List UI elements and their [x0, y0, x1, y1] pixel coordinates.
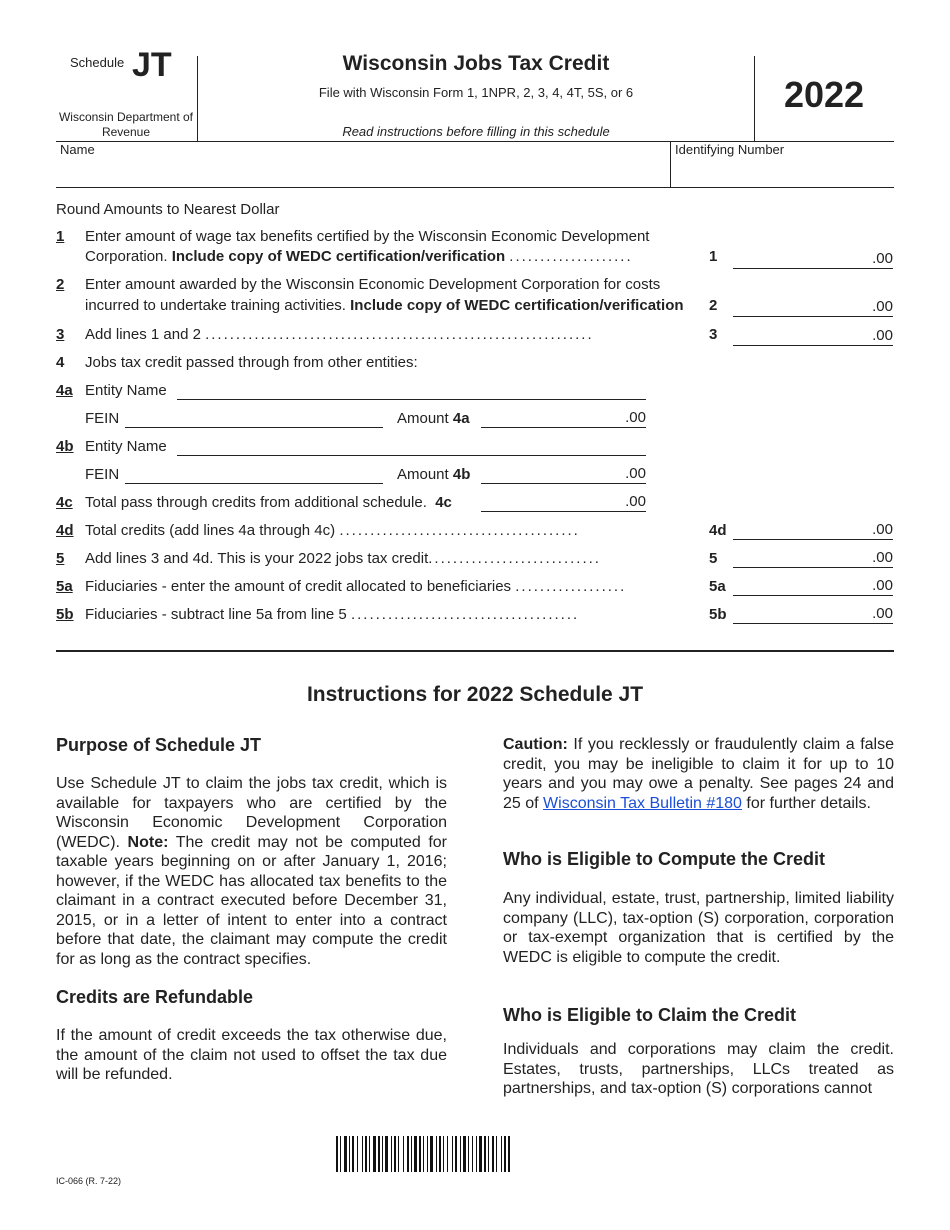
- form-title: Wisconsin Jobs Tax Credit: [342, 52, 610, 75]
- line-4d-ref: 4d: [709, 522, 727, 539]
- form-code: IC-066 (R. 7-22): [56, 1176, 122, 1186]
- line-4a-fein-input[interactable]: [125, 411, 383, 428]
- line-1-number: 1: [56, 228, 65, 245]
- line-3-amount[interactable]: .00: [733, 327, 893, 346]
- line-4b-entity-name-input[interactable]: [177, 439, 646, 456]
- line-1-ref: 1: [709, 248, 718, 265]
- department-name: Wisconsin Department of Revenue: [58, 110, 194, 139]
- line-4a-fein-label: FEIN: [85, 410, 120, 427]
- line-2-ref: 2: [709, 297, 718, 314]
- line-5b-amount[interactable]: .00: [733, 605, 893, 624]
- line-3-number: 3: [56, 326, 65, 343]
- tax-bulletin-link[interactable]: Wisconsin Tax Bulletin #180: [543, 794, 742, 812]
- identifying-number-label: Identifying Number: [675, 142, 785, 157]
- line-5b-text: Fiduciaries - subtract line 5a from line 5 .....................................: [85, 606, 580, 623]
- round-amounts-note: Round Amounts to Nearest Dollar: [56, 201, 280, 218]
- line-5a-ref: 5a: [709, 578, 726, 595]
- line-4c-amount[interactable]: .00: [481, 493, 646, 512]
- line-3-text: Add lines 1 and 2 ...............................................................: [85, 326, 594, 343]
- line-4c-text: Total pass through credits from additional schedule. 4c: [85, 494, 452, 511]
- name-label: Name: [60, 142, 95, 157]
- line-1-text-2: Corporation. Include copy of WEDC certification/verification ....................: [85, 248, 633, 265]
- read-instructions-note: Read instructions before filling in this schedule: [342, 124, 610, 139]
- line-5-text: Add lines 3 and 4d. This is your 2022 jobs tax credit............................: [85, 550, 601, 567]
- claim-heading: Who is Eligible to Claim the Credit: [503, 1005, 797, 1025]
- line-5-amount[interactable]: .00: [733, 549, 893, 568]
- refundable-paragraph: If the amount of credit exceeds the tax otherwise due, the amount of the claim not used to offset the tax due will be refunded.: [56, 1027, 447, 1083]
- line-2-amount[interactable]: .00: [733, 298, 893, 317]
- line-4b-amount-label: Amount 4b: [397, 466, 471, 483]
- line-1-text: Enter amount of wage tax benefits certified by the Wisconsin Economic Development: [85, 228, 650, 245]
- line-4-number: 4: [56, 354, 65, 371]
- compute-paragraph: Any individual, estate, trust, partnership, limited liability company (LLC), tax-option (S) corporation, corporation or tax-exempt organization that is certified by the WEDC is eligible to compute the credit.: [503, 890, 894, 966]
- line-4a-entity-label: Entity Name: [85, 382, 167, 399]
- line-5a-text: Fiduciaries - enter the amount of credit allocated to beneficiaries ..................: [85, 578, 627, 595]
- line-4a-amount[interactable]: .00: [481, 409, 646, 428]
- instructions-title: Instructions for 2022 Schedule JT: [306, 683, 644, 706]
- line-5b-ref: 5b: [709, 606, 727, 623]
- file-with-note: File with Wisconsin Form 1, 1NPR, 2, 3, 4, 4T, 5S, or 6: [318, 85, 634, 100]
- line-4b-entity-label: Entity Name: [85, 438, 167, 455]
- line-5a-number: 5a: [56, 578, 73, 595]
- line-2-number: 2: [56, 276, 65, 293]
- line-3-ref: 3: [709, 326, 718, 343]
- schedule-code: JT: [132, 46, 172, 84]
- refundable-heading: Credits are Refundable: [56, 987, 254, 1007]
- compute-heading: Who is Eligible to Compute the Credit: [503, 849, 825, 869]
- section-divider: [56, 650, 894, 652]
- line-4a-entity-name-input[interactable]: [177, 383, 646, 400]
- line-4a-number: 4a: [56, 382, 73, 399]
- identifying-number-field[interactable]: [671, 158, 893, 186]
- line-4b-fein-input[interactable]: [125, 467, 383, 484]
- barcode-image: [336, 1136, 630, 1174]
- tax-year: 2022: [783, 74, 865, 115]
- claim-paragraph: Individuals and corporations may claim the credit. Estates, trusts, partnerships, LLCs treated as partnerships, and tax-option (S) corporations cannot: [503, 1041, 894, 1097]
- line-4b-amount[interactable]: .00: [481, 465, 646, 484]
- line-4c-number: 4c: [56, 494, 73, 511]
- line-5-ref: 5: [709, 550, 718, 567]
- line-4-text: Jobs tax credit passed through from other entities:: [85, 354, 418, 371]
- schedule-word: Schedule: [70, 55, 125, 70]
- line-4b-fein-label: FEIN: [85, 466, 120, 483]
- line-2-text: Enter amount awarded by the Wisconsin Economic Development Corporation for costs: [85, 276, 661, 293]
- line-5b-number: 5b: [56, 606, 74, 623]
- line-4d-amount[interactable]: .00: [733, 521, 893, 540]
- line-4a-amount-label: Amount 4a: [397, 410, 470, 427]
- line-4b-number: 4b: [56, 438, 74, 455]
- purpose-paragraph: Use Schedule JT to claim the jobs tax credit, which is available for taxpayers who are certified by the Wisconsin Economic Development Corporation (WEDC). Note: The credit may not be computed for taxable years beginning on or after January 1, 2016; however, if the WEDC has allocated tax benefits to the claimant in a contract executed before December 31, 2015, or in a letter of intent to enter into a contract before that date, the claimant may compute the credit for as long as the contract specifies.: [56, 775, 447, 968]
- line-4d-text: Total credits (add lines 4a through 4c) .......................................: [85, 522, 580, 539]
- caution-paragraph: Caution: If you recklessly or fraudulently claim a false credit, you may be ineligible to claim it for up to 10 years and you may owe a penalty. See pages 24 and 25 of Wisconsin Tax Bulletin #180 for further details.: [503, 736, 894, 812]
- line-5a-amount[interactable]: .00: [733, 577, 893, 596]
- line-5-number: 5: [56, 550, 65, 567]
- line-2-text-2: incurred to undertake training activities. Include copy of WEDC certification/verification: [85, 297, 684, 314]
- name-field[interactable]: [56, 158, 670, 186]
- line-1-amount[interactable]: .00: [733, 250, 893, 269]
- purpose-heading: Purpose of Schedule JT: [56, 735, 262, 755]
- line-4d-number: 4d: [56, 522, 74, 539]
